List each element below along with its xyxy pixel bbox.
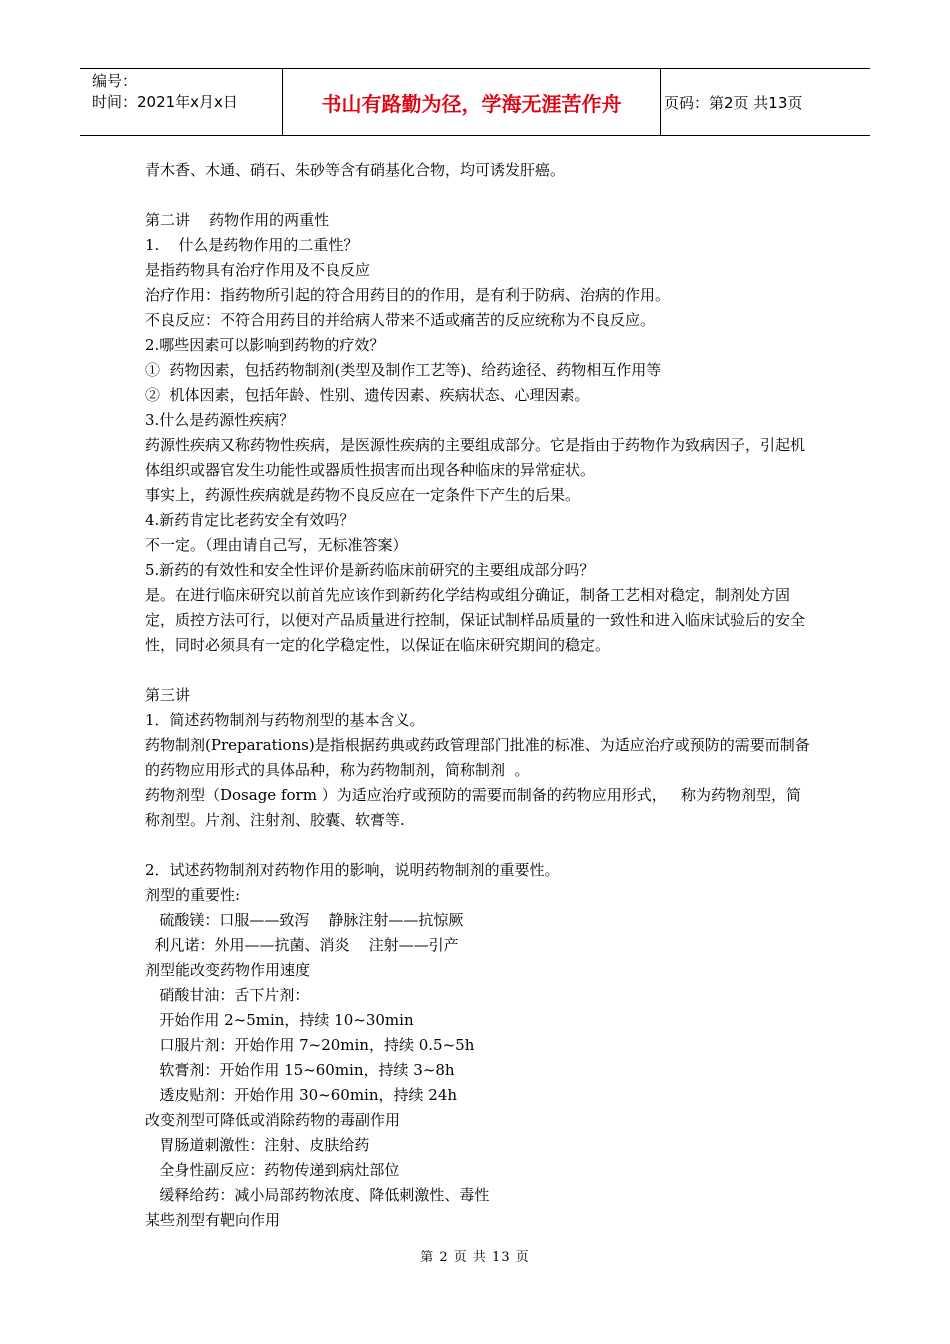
- header-meta: [80, 69, 283, 135]
- body-paragraph: 事实上，药源性疾病就是药物不良反应在一定条件下产生的后果。: [145, 486, 581, 504]
- page-footer: 第 2 页 共 13 页: [420, 1250, 530, 1265]
- body-paragraph: 透皮贴剂：开始作用 30~60min，持续 24h: [145, 1086, 458, 1104]
- body-paragraph: 某些剂型有靶向作用: [145, 1211, 281, 1229]
- body-paragraph: 开始作用 2~5min，持续 10~30min: [145, 1011, 414, 1029]
- header-page-info: 页码：第2页 共13页: [664, 93, 803, 112]
- body-paragraph: 利凡诺：外用——抗菌、消炎 注射——引产: [145, 936, 459, 954]
- body-paragraph: 剂型能改变药物作用速度: [145, 961, 311, 979]
- document-date: 时间：2021年x月x日: [92, 93, 238, 111]
- body-paragraph: 2．试述药物制剂对药物作用的影响，说明药物制剂的重要性。: [145, 861, 560, 879]
- body-paragraph: 5.新药的有效性和安全性评价是新药临床前研究的主要组成部分吗？: [145, 561, 595, 579]
- body-paragraph: 全身性副反应：药物传递到病灶部位: [145, 1161, 400, 1179]
- blank-line: [145, 658, 810, 683]
- document-number-label: 编号：: [92, 72, 138, 90]
- body-paragraph: 是。在进行临床研究以前首先应该作到新药化学结构或组分确证，制备工艺相对稳定，制剂处方固定，质控方法可行，以便对产品质量进行控制，保证试制样品质量的一致性和进入临床试验后的安全性，同时必须具有一定的化学稳定性，以保证在临床研究期间的稳定。: [145, 586, 806, 654]
- body-paragraph: 治疗作用：指药物所引起的符合用药目的的作用，是有利于防病、治病的作用。: [145, 286, 671, 304]
- body-paragraph: 不良反应：不符合用药目的并给病人带来不适或痛苦的反应统称为不良反应。: [145, 311, 656, 329]
- body-paragraph: 胃肠道刺激性：注射、皮肤给药: [145, 1136, 370, 1154]
- body-paragraph: 不一定。（理由请自己写，无标准答案）: [145, 536, 408, 554]
- document-header: [80, 68, 870, 136]
- body-paragraph: 青木香、木通、硝石、朱砂等含有硝基化合物，均可诱发肝癌。: [145, 161, 566, 179]
- body-paragraph: 药源性疾病又称药物性疾病，是医源性疾病的主要组成部分。它是指由于药物作为致病因子，引起机体组织或器官发生功能性或器质性损害而出现各种临床的异常症状。: [145, 436, 806, 479]
- body-paragraph: ② 机体因素，包括年龄、性别、遗传因素、疾病状态、心理因素。: [145, 386, 590, 404]
- body-paragraph: 3.什么是药源性疾病？: [145, 411, 295, 429]
- body-paragraph: 硝酸甘油：舌下片剂：: [145, 986, 310, 1004]
- body-paragraph: 4.新药肯定比老药安全有效吗？: [145, 511, 355, 529]
- body-paragraph: 剂型的重要性:: [145, 886, 241, 904]
- body-paragraph: ① 药物因素，包括药物制剂(类型及制作工艺等)、给药途径、药物相互作用等: [145, 361, 662, 379]
- body-paragraph: 改变剂型可降低或消除药物的毒副作用: [145, 1111, 401, 1129]
- body-paragraph: 1．简述药物制剂与药物剂型的基本含义。: [145, 711, 425, 729]
- body-paragraph: 1. 什么是药物作用的二重性？: [145, 236, 359, 254]
- body-paragraph: 第三讲: [145, 686, 191, 704]
- body-paragraph: 药物剂型（Dosage form ）为适应治疗或预防的需要而制备的药物应用形式， 称为药物剂型，简称剂型。片剂、注射剂、胶囊、软膏等.: [145, 786, 801, 829]
- body-paragraph: 软膏剂：开始作用 15~60min，持续 3~8h: [145, 1061, 455, 1079]
- body-paragraph: 是指药物具有治疗作用及不良反应: [145, 261, 371, 279]
- body-paragraph: 2.哪些因素可以影响到药物的疗效？: [145, 336, 385, 354]
- body-paragraph: 缓释给药：减小局部药物浓度、降低刺激性、毒性: [145, 1186, 490, 1204]
- document-body: [145, 158, 810, 1233]
- body-paragraph: 口服片剂：开始作用 7~20min，持续 0.5~5h: [145, 1036, 475, 1054]
- blank-line: [145, 833, 810, 858]
- body-paragraph: 第二讲 药物作用的两重性: [145, 211, 330, 229]
- body-paragraph: 硫酸镁：口服——致泻 静脉注射——抗惊厥: [145, 911, 464, 929]
- header-motto: 书山有路勤为径，学海无涯苦作舟: [283, 69, 661, 135]
- blank-line: [145, 183, 810, 208]
- body-paragraph: 药物制剂(Preparations)是指根据药典或药政管理部门批准的标准、为适应治疗或预防的需要而制备的药物应用形式的具体品种，称为药物制剂，简称制剂 。: [145, 736, 810, 779]
